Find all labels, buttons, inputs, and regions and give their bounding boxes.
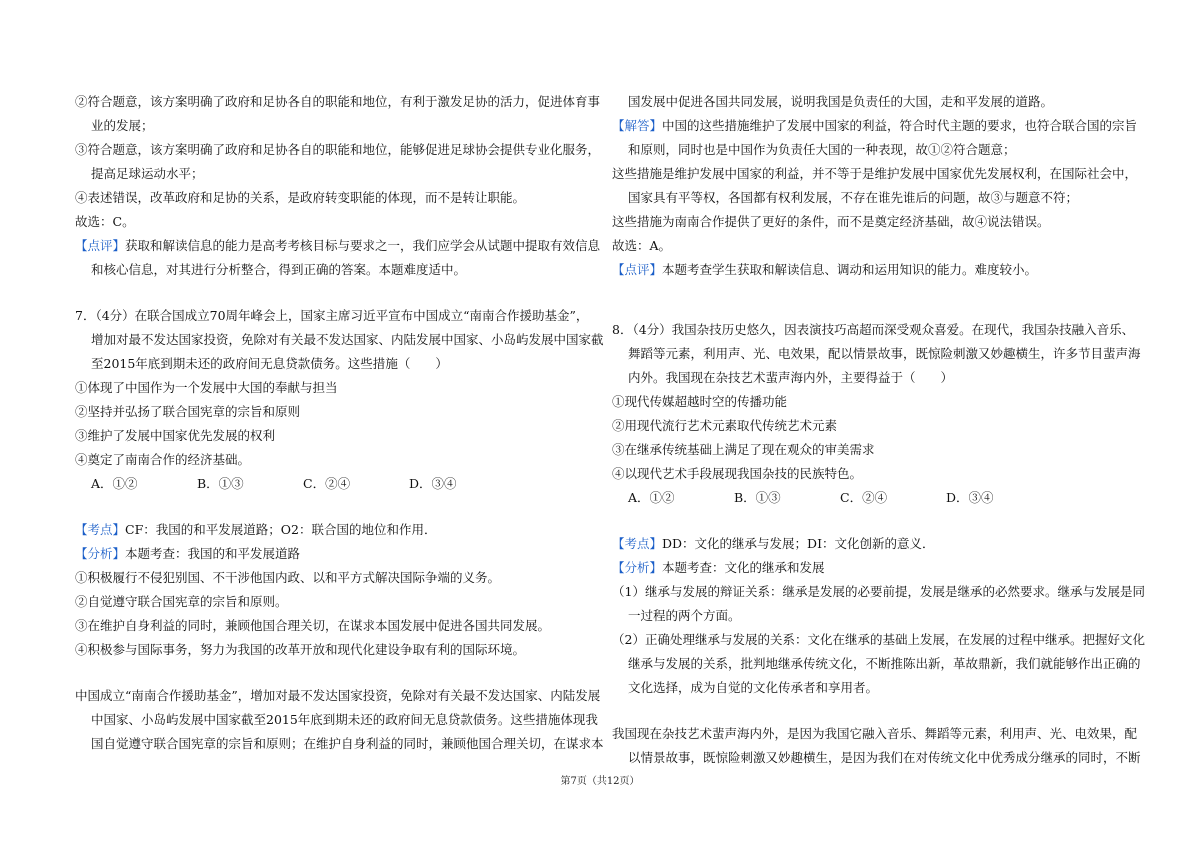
comment-line (75, 234, 605, 258)
text-line: 这些措施为南南合作提供了更好的条件，而不是奠定经济基础，故④说法错误。 (612, 214, 1050, 229)
fenxi-line (75, 542, 605, 566)
left-column (75, 90, 605, 756)
text-line: 和核心信息，对其进行分析整合，得到正确的答案。本题难度适中。 (91, 262, 467, 277)
option-c: C．②④ (303, 476, 351, 491)
statement-line: ②用现代流行艺术元素取代传统艺术元素 (612, 418, 838, 433)
text-line: 中国家、小岛屿发展中国家截至2015年底到期未还的政府间无息贷款债务。这些措施体现我 (91, 712, 598, 727)
fenxi-text: 本题考查：文化的继承和发展 (662, 560, 825, 575)
comment-tag: 【点评】 (612, 262, 663, 277)
option-d: D．③④ (946, 490, 994, 505)
text-line: ②符合题意，该方案明确了政府和足协各自的职能和地位，有利于激发足协的活力，促进体育事 (75, 94, 601, 109)
statement-line: ③维护了发展中国家优先发展的权利 (75, 428, 276, 443)
comment-text: 本题考查学生获取和解读信息、调动和运用知识的能力。难度较小。 (662, 262, 1038, 277)
fenxi-tag: 【分析】 (612, 560, 663, 575)
question-8-stem: 8．（4分）我国杂技历史悠久，因表演技巧高超而深受观众喜爱。在现代，我国杂技融入音乐、 (612, 322, 1135, 337)
statement-line: ①现代传媒超越时空的传播功能 (612, 394, 788, 409)
option-c: C．②④ (840, 490, 888, 505)
text-line: 一过程的两个方面。 (628, 608, 741, 623)
answer-line: 故选：C。 (75, 214, 135, 229)
statement-line: ④以现代艺术手段展现我国杂技的民族特色。 (612, 466, 863, 481)
text-line: 业的发展； (91, 118, 154, 133)
option-d: D．③④ (409, 476, 457, 491)
text-line: 内外。我国现在杂技艺术蜚声海内外，主要得益于（ ） (628, 370, 954, 385)
question-7-stem: 7．（4分）在联合国成立70周年峰会上，国家主席习近平宣布中国成立“南南合作援助基金”， (75, 308, 589, 323)
kaodian-tag: 【考点】 (75, 522, 126, 537)
page-footer: 第7页（共12页） (560, 776, 640, 787)
kaodian-line (75, 518, 605, 542)
fenxi-text: 本题考查：我国的和平发展道路 (125, 546, 301, 561)
jieda-text: 中国的这些措施维护了发展中国家的利益，符合时代主题的要求，也符合联合国的宗旨 (662, 118, 1138, 133)
question-7-options (75, 472, 605, 496)
text-line: 文化选择，成为自觉的文化传承者和享用者。 (628, 680, 879, 695)
text-line: ③在维护自身利益的同时，兼顾他国合理关切，在谋求本国发展中促进各国共同发展。 (75, 618, 551, 633)
text-line: 至2015年底到期未还的政府间无息贷款债务。这些措施（ ） (91, 356, 448, 371)
text-line: 提高足球运动水平； (91, 166, 204, 181)
text-line: ④积极参与国际事务，努力为我国的改革开放和现代化建设争取有利的国际环境。 (75, 642, 526, 657)
kaodian-text: CF：我国的和平发展道路；O2：联合国的地位和作用． (125, 522, 437, 537)
kaodian-line (612, 532, 1132, 556)
right-column (612, 90, 1145, 770)
statement-line: ①体现了中国作为一个发展中大国的奉献与担当 (75, 380, 338, 395)
text-line: 增加对最不发达国家投资，免除对有关最不发达国家、内陆发展中国家、小岛屿发展中国家截 (91, 332, 604, 347)
text-line: ③符合题意，该方案明确了政府和足协各自的职能和地位，能够促进足球协会提供专业化服务， (75, 142, 601, 157)
statement-line: ③在继承传统基础上满足了现在观众的审美需求 (612, 442, 875, 457)
option-b: B．①③ (197, 476, 244, 491)
jieda-line (612, 114, 1138, 138)
kaodian-text: DD：文化的继承与发展；DI：文化创新的意义． (662, 536, 935, 551)
text-line: 国发展中促进各国共同发展，说明我国是负责任的大国，走和平发展的道路。 (628, 94, 1054, 109)
text-line: 这些措施是维护发展中国家的利益，并不等于是维护发展中国家优先发展权利，在国际社会中， (612, 166, 1138, 181)
text-line: ②自觉遵守联合国宪章的宗旨和原则。 (75, 594, 288, 609)
text-line: 继承与发展的关系，批判地继承传统文化，不断推陈出新，革故鼎新，我们就能够作出正确的 (628, 656, 1141, 671)
text-line: 国自觉遵守联合国宪章的宗旨和原则；在维护自身利益的同时，兼顾他国合理关切，在谋求本 (91, 736, 604, 751)
comment-text: 获取和解读信息的能力是高考考核目标与要求之一，我们应学会从试题中提取有效信息 (125, 238, 601, 253)
fenxi-tag: 【分析】 (75, 546, 126, 561)
kaodian-tag: 【考点】 (612, 536, 663, 551)
text-line: （1）继承与发展的辩证关系：继承是发展的必要前提，发展是继承的必然要求。继承与发展是同 (612, 584, 1145, 599)
option-b: B．①③ (734, 490, 781, 505)
text-line: ④表述错误，改革政府和足协的关系，是政府转变职能的体现，而不是转让职能。 (75, 190, 526, 205)
text-line: 中国成立“南南合作援助基金”，增加对最不发达国家投资，免除对有关最不发达国家、内陆发展 (75, 688, 601, 703)
comment-line (612, 258, 1132, 282)
statement-line: ④奠定了南南合作的经济基础。 (75, 452, 251, 467)
comment-tag: 【点评】 (75, 238, 126, 253)
answer-line: 故选：A。 (612, 238, 672, 253)
text-line: 和原则，同时也是中国作为负责任大国的一种表现，故①②符合题意； (628, 142, 1016, 157)
question-8-options (612, 486, 1132, 510)
text-line: ①积极履行不侵犯别国、不干涉他国内政、以和平方式解决国际争端的义务。 (75, 570, 501, 585)
jieda-tag: 【解答】 (612, 118, 663, 133)
statement-line: ②坚持并弘扬了联合国宪章的宗旨和原则 (75, 404, 301, 419)
text-line: 我国现在杂技艺术蜚声海内外，是因为我国它融入音乐、舞蹈等元素，利用声、光、电效果，配 (612, 726, 1138, 741)
option-a: A．①② (628, 490, 675, 505)
fenxi-line (612, 556, 1132, 580)
text-line: 以情景故事，既惊险刺激又妙趣横生，是因为我们在对传统文化中优秀成分继承的同时，不断 (628, 750, 1141, 765)
text-line: （2）正确处理继承与发展的关系：文化在继承的基础上发展，在发展的过程中继承。把握好文化 (612, 632, 1145, 647)
text-line: 国家具有平等权，各国都有权利发展，不存在谁先谁后的问题，故③与题意不符； (628, 190, 1079, 205)
option-a: A．①② (91, 476, 138, 491)
text-line: 舞蹈等元素，利用声、光、电效果，配以情景故事，既惊险刺激又妙趣横生，许多节目蜚声海 (628, 346, 1141, 361)
